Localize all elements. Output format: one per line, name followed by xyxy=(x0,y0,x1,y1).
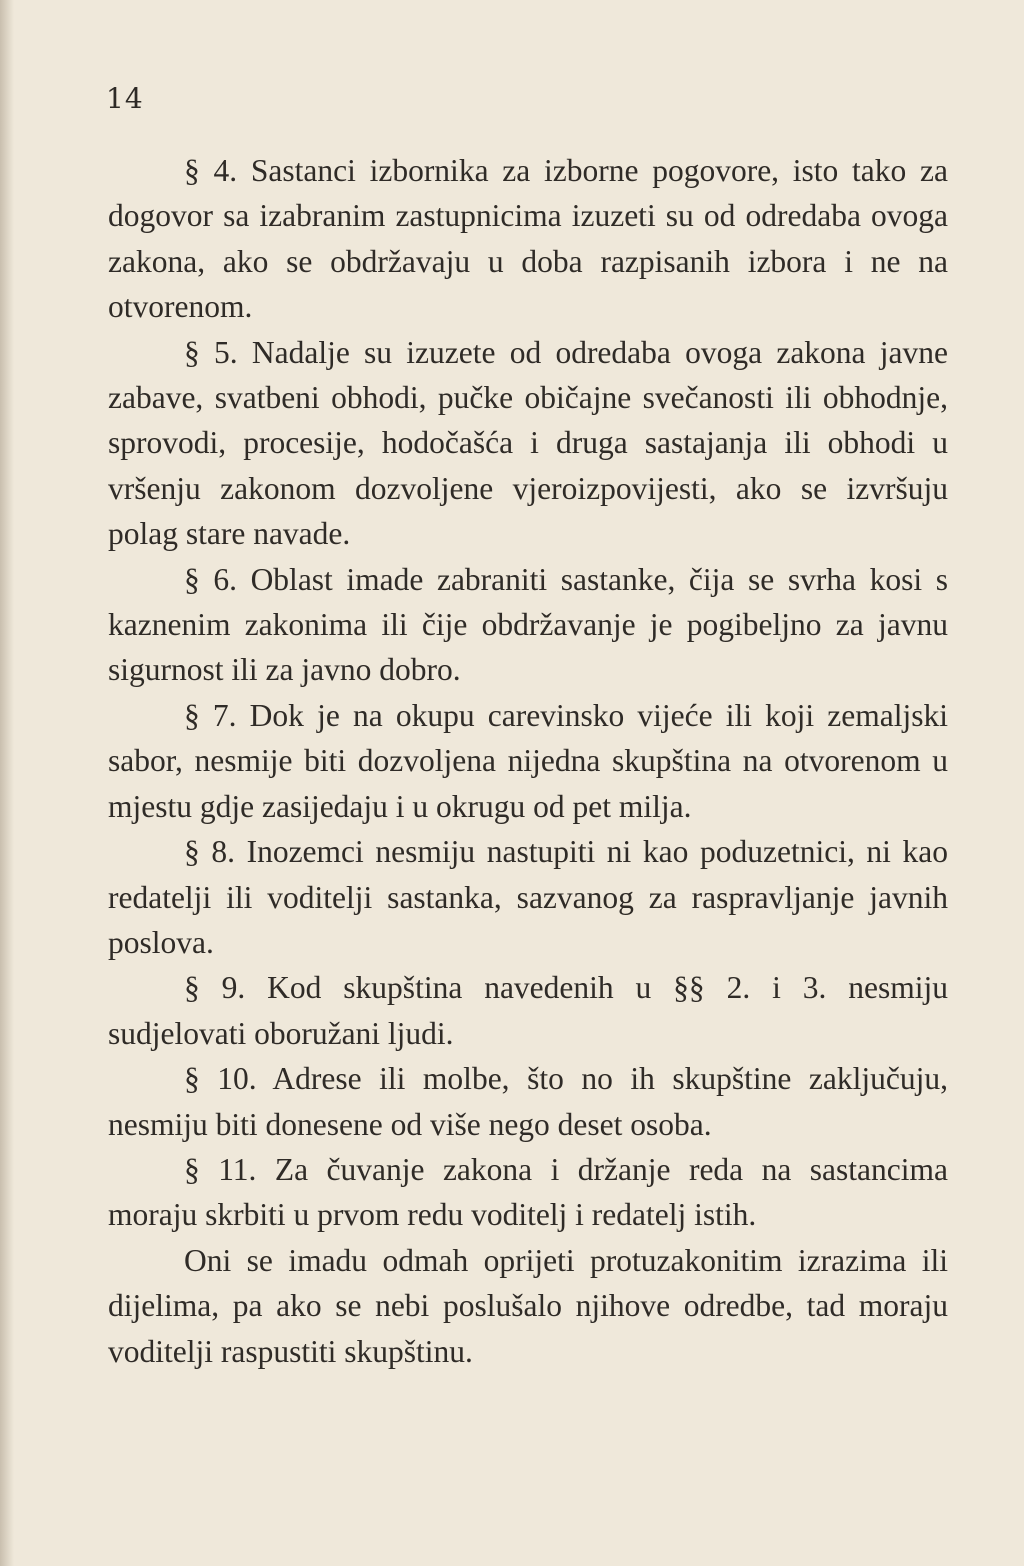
paragraph-section-7: § 7. Dok je na okupu carevinsko vijeće ili koji zemaljski sabor, nesmije biti dozvoljena nijedna skupština na otvorenom u mjestu gdje zasijedaju i u okrugu od pet milja. xyxy=(108,697,948,824)
paragraph-section-10: § 10. Adrese ili molbe, što no ih skupštine zaključuju, nesmiju biti donesene od više nego deset osoba. xyxy=(108,1061,948,1142)
paragraph-section-6: § 6. Oblast imade zabraniti sastanke, čija se svrha kosi s kaznenim zakonima ili čije obdržavanje je pogibeljno za javnu sigurnost ili za javno dobro. xyxy=(108,561,948,688)
page-edge-shadow xyxy=(0,0,14,1566)
paragraph-section-4: § 4. Sastanci izbornika za izborne pogovore, isto tako za dogovor sa izabranim zastupnicima izuzeti su od odredaba ovoga zakona, ako se obdržavaju u doba razpisanih izbora i ne na otvorenom. xyxy=(108,153,948,325)
paragraph-section-9: § 9. Kod skupština navedenih u §§ 2. i 3. nesmiju sudjelovati oboružani ljudi. xyxy=(108,970,948,1051)
paragraph-closing: Oni se imadu odmah oprijeti protuzakonitim izrazima ili dijelima, pa ako se nebi poslušalo njihove odredbe, tad moraju voditelji raspustiti skupštinu. xyxy=(108,1242,948,1369)
page-number: 14 xyxy=(106,82,144,115)
paragraph-section-8: § 8. Inozemci nesmiju nastupiti ni kao poduzetnici, ni kao redatelji ili voditelji sastanka, sazvanog za raspravljanje javnih poslova. xyxy=(108,834,948,960)
body-text xyxy=(108,148,948,1374)
paragraph-section-5: § 5. Nadalje su izuzete od odredaba ovoga zakona javne zabave, svatbeni obhodi, pučke običajne svečanosti ili obhodnje, sprovodi, procesije, hodočašća i druga sastajanja ili obhodi u vršenju zakonom dozvoljene vjeroizpovijesti, ako se izvršuju polag stare navade. xyxy=(108,334,948,552)
paragraph-section-11: § 11. Za čuvanje zakona i držanje reda na sastancima moraju skrbiti u prvom redu voditelj i redatelj istih. xyxy=(108,1151,948,1233)
